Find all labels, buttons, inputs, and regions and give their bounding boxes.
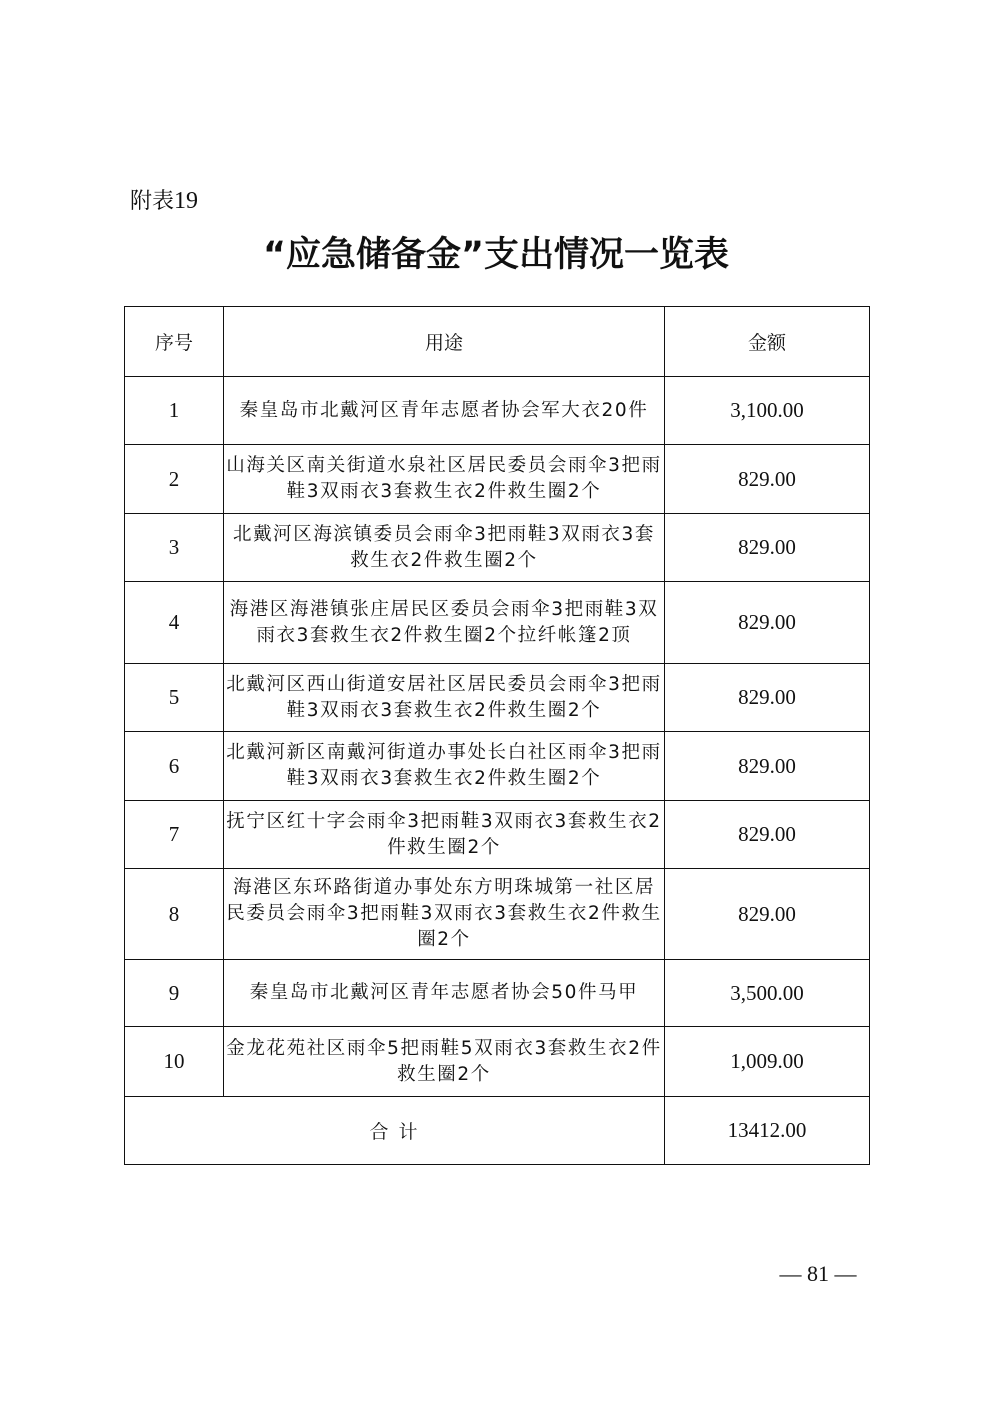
row-index: 10: [125, 1027, 224, 1097]
table-row: [125, 1027, 870, 1097]
row-amount: 829.00: [665, 582, 870, 664]
total-amount: 13412.00: [665, 1097, 870, 1165]
appendix-prefix: 附表: [130, 189, 175, 214]
row-amount: 829.00: [665, 801, 870, 869]
row-purpose: 海港区东环路街道办事处东方明珠城第一社区居民委员会雨伞3把雨鞋3双雨衣3套救生衣2件救生圈2个: [224, 869, 665, 960]
row-amount: 3,100.00: [665, 377, 870, 445]
table-row: [125, 664, 870, 732]
row-purpose: 北戴河区海滨镇委员会雨伞3把雨鞋3双雨衣3套救生衣2件救生圈2个: [224, 514, 665, 582]
row-index: 9: [125, 960, 224, 1027]
header-purpose: 用途: [224, 307, 665, 377]
table-header-row: [125, 307, 870, 377]
total-label: 合 计: [125, 1097, 665, 1165]
page-number: — 81 —: [779, 1261, 857, 1286]
row-index: 3: [125, 514, 224, 582]
header-index: 序号: [125, 307, 224, 377]
table-row: [125, 960, 870, 1027]
row-purpose: 山海关区南关街道水泉社区居民委员会雨伞3把雨鞋3双雨衣3套救生衣2件救生圈2个: [224, 445, 665, 514]
table-row: [125, 732, 870, 801]
row-purpose: 海港区海港镇张庄居民区委员会雨伞3把雨鞋3双雨衣3套救生衣2件救生圈2个拉纤帐篷2顶: [224, 582, 665, 664]
row-amount: 829.00: [665, 869, 870, 960]
table-row: [125, 869, 870, 960]
row-purpose: 金龙花苑社区雨伞5把雨鞋5双雨衣3套救生衣2件救生圈2个: [224, 1027, 665, 1097]
row-index: 5: [125, 664, 224, 732]
header-amount: 金额: [665, 307, 870, 377]
row-purpose: 秦皇岛市北戴河区青年志愿者协会50件马甲: [224, 960, 665, 1027]
table-row: [125, 445, 870, 514]
row-amount: 3,500.00: [665, 960, 870, 1027]
table-row: [125, 582, 870, 664]
row-amount: 829.00: [665, 445, 870, 514]
row-purpose: 北戴河新区南戴河街道办事处长白社区雨伞3把雨鞋3双雨衣3套救生衣2件救生圈2个: [224, 732, 665, 801]
row-index: 6: [125, 732, 224, 801]
row-index: 7: [125, 801, 224, 869]
row-index: 2: [125, 445, 224, 514]
table-row: [125, 377, 870, 445]
row-amount: 1,009.00: [665, 1027, 870, 1097]
row-index: 1: [125, 377, 224, 445]
appendix-label: [130, 186, 198, 217]
page-title: “应急储备金”支出情况一览表: [262, 235, 729, 275]
row-purpose: 北戴河区西山街道安居社区居民委员会雨伞3把雨鞋3双雨衣3套救生衣2件救生圈2个: [224, 664, 665, 732]
expenditure-table: [124, 306, 870, 1165]
appendix-number: 19: [174, 188, 199, 214]
table-row: [125, 514, 870, 582]
row-amount: 829.00: [665, 732, 870, 801]
row-purpose: 抚宁区红十字会雨伞3把雨鞋3双雨衣3套救生衣2件救生圈2个: [224, 801, 665, 869]
row-amount: 829.00: [665, 514, 870, 582]
row-index: 4: [125, 582, 224, 664]
table-row: [125, 801, 870, 869]
row-amount: 829.00: [665, 664, 870, 732]
table-total-row: [125, 1097, 870, 1165]
row-index: 8: [125, 869, 224, 960]
row-purpose: 秦皇岛市北戴河区青年志愿者协会军大衣20件: [224, 377, 665, 445]
